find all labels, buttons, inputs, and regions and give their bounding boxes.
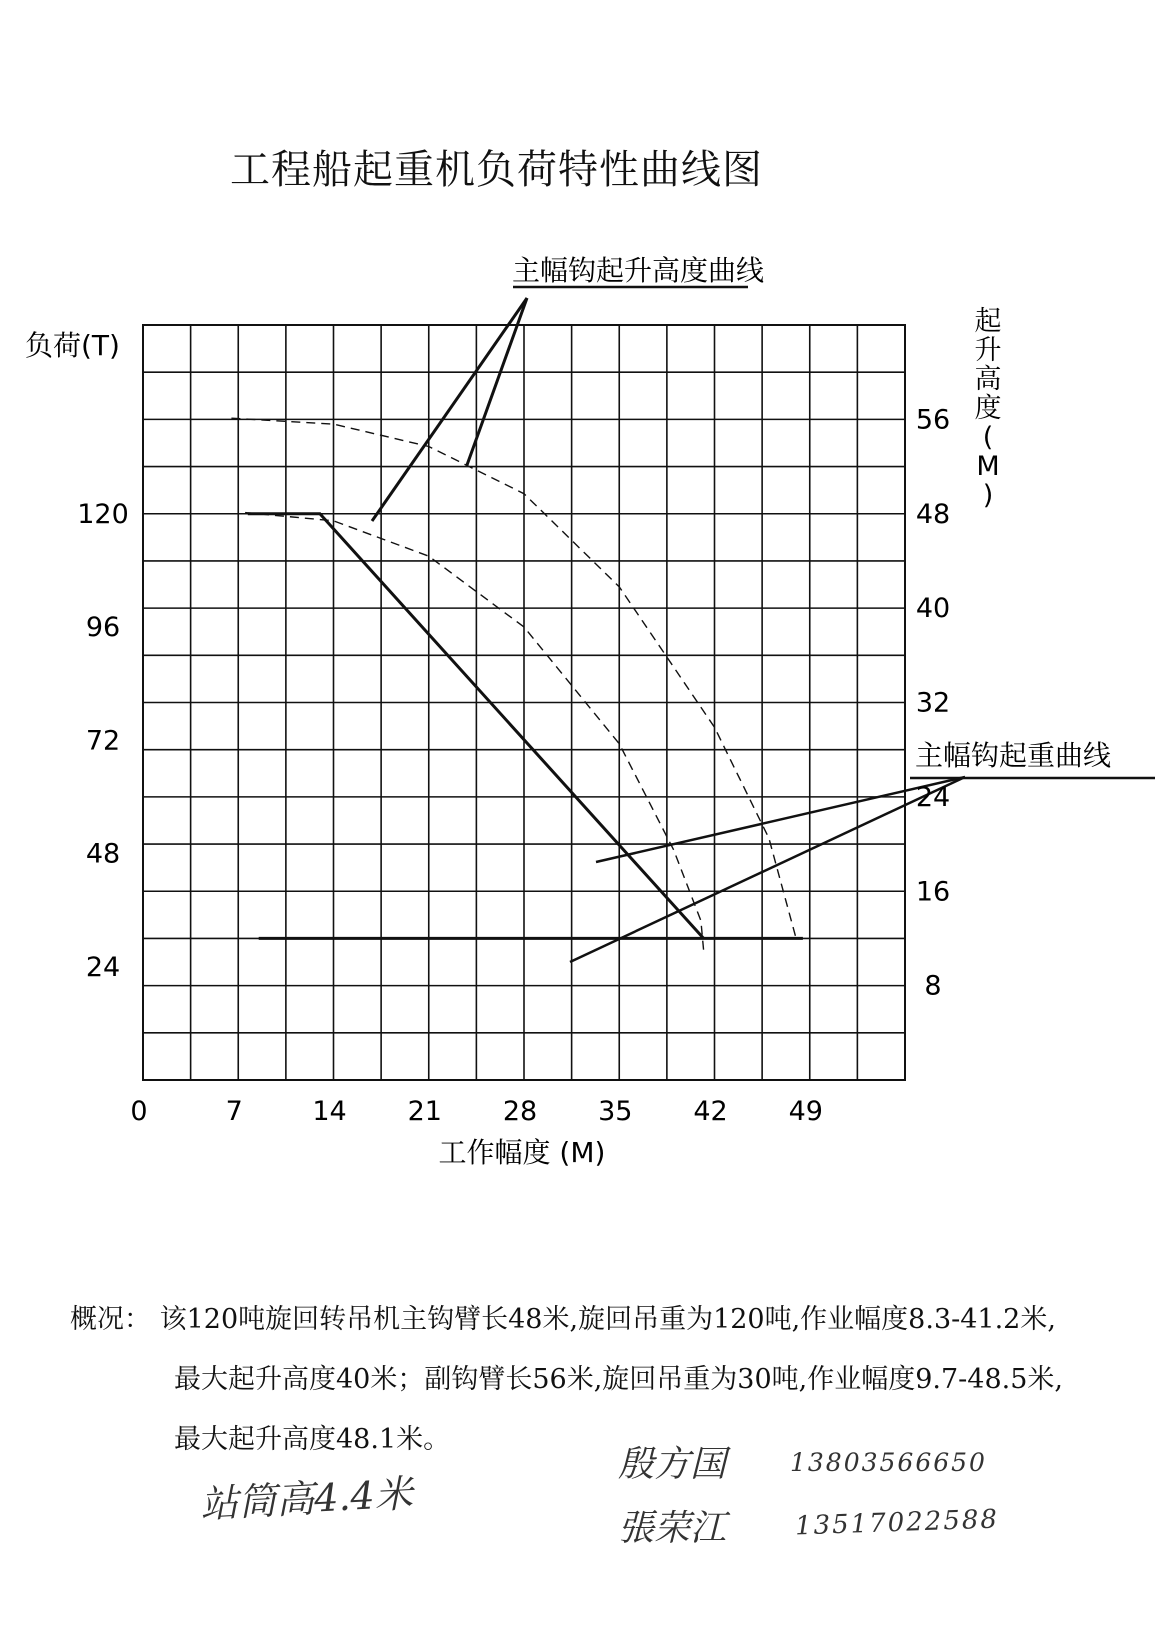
y-right-tick-label: 56 xyxy=(915,404,951,436)
annotation-leaders xyxy=(372,287,1155,962)
x-tick-label: 7 xyxy=(225,1096,243,1127)
load-leader-1 xyxy=(596,777,965,862)
y-left-tick-label: 48 xyxy=(85,838,121,870)
x-tick-label: 14 xyxy=(312,1096,347,1127)
y-right-tick-label: 32 xyxy=(915,687,951,719)
x-tick-label: 21 xyxy=(407,1096,442,1127)
y-left-tick-label: 24 xyxy=(85,951,121,983)
handwritten-contact-2-name: 張荣江 xyxy=(618,1508,727,1549)
y-left-axis-title: 负荷(T) xyxy=(25,329,120,362)
lift-height-leader-1 xyxy=(372,298,527,521)
overview-line-2: 最大起升高度40米；副钩臂长56米,旋回吊重为30吨,作业幅度9.7-48.5米, xyxy=(174,1364,1063,1395)
x-tick-label: 42 xyxy=(693,1096,728,1127)
x-tick-label: 49 xyxy=(788,1096,823,1127)
y-right-axis-title xyxy=(975,306,1002,511)
y-right-axis-title-char: ( xyxy=(982,422,994,453)
overview-section xyxy=(70,1290,1140,1470)
overview-label: 概况： xyxy=(70,1304,151,1335)
y-right-axis-title-char: 高 xyxy=(974,364,1002,395)
handwritten-contact-2-phone: 13517022588 xyxy=(794,1504,1000,1542)
y-right-tick-label: 24 xyxy=(915,781,951,813)
x-axis-title: 工作幅度 (M) xyxy=(438,1136,606,1169)
handwritten-contact-1-name: 殷方国 xyxy=(618,1444,727,1485)
x-tick-label: 0 xyxy=(130,1096,148,1127)
chart-labels xyxy=(25,254,1111,1169)
y-right-tick-label: 40 xyxy=(915,593,951,625)
y-right-axis-title-char: M xyxy=(976,451,1000,482)
y-right-tick-label: 8 xyxy=(924,970,942,1002)
load-curve-annotation: 主幅钩起重曲线 xyxy=(915,739,1112,772)
y-right-tick-label: 48 xyxy=(915,498,951,530)
y-right-axis-title-char: ) xyxy=(982,480,994,511)
y-right-tick-label: 16 xyxy=(915,876,951,908)
handwritten-contact-1-phone: 13803566650 xyxy=(790,1448,987,1477)
chart-series xyxy=(231,418,803,950)
lift-height-curve xyxy=(245,513,703,951)
overview-line-1: 该120吨旋回转吊机主钩臂长48米,旋回吊重为120吨,作业幅度8.3-41.2米, xyxy=(159,1304,1056,1335)
chart-grid xyxy=(143,325,905,1080)
y-right-axis-title-char: 起 xyxy=(974,306,1002,337)
y-left-tick-label: 72 xyxy=(85,725,121,757)
lift-height-curve-annotation: 主幅钩起升高度曲线 xyxy=(512,254,765,287)
handwritten-note: 站筒高4.4米 xyxy=(199,1471,414,1527)
y-right-axis-title-char: 升 xyxy=(974,335,1002,366)
x-tick-label: 28 xyxy=(502,1096,538,1127)
lift-height-curve xyxy=(231,418,796,938)
x-tick-label: 35 xyxy=(598,1096,633,1127)
y-left-tick-label: 96 xyxy=(85,612,121,643)
y-right-axis-title-char: 度 xyxy=(974,393,1002,424)
y-left-tick-label: 120 xyxy=(77,498,129,530)
chart-title: 工程船起重机负荷特性曲线图 xyxy=(230,147,763,193)
overview-line-3: 最大起升高度48.1米。 xyxy=(174,1424,451,1455)
